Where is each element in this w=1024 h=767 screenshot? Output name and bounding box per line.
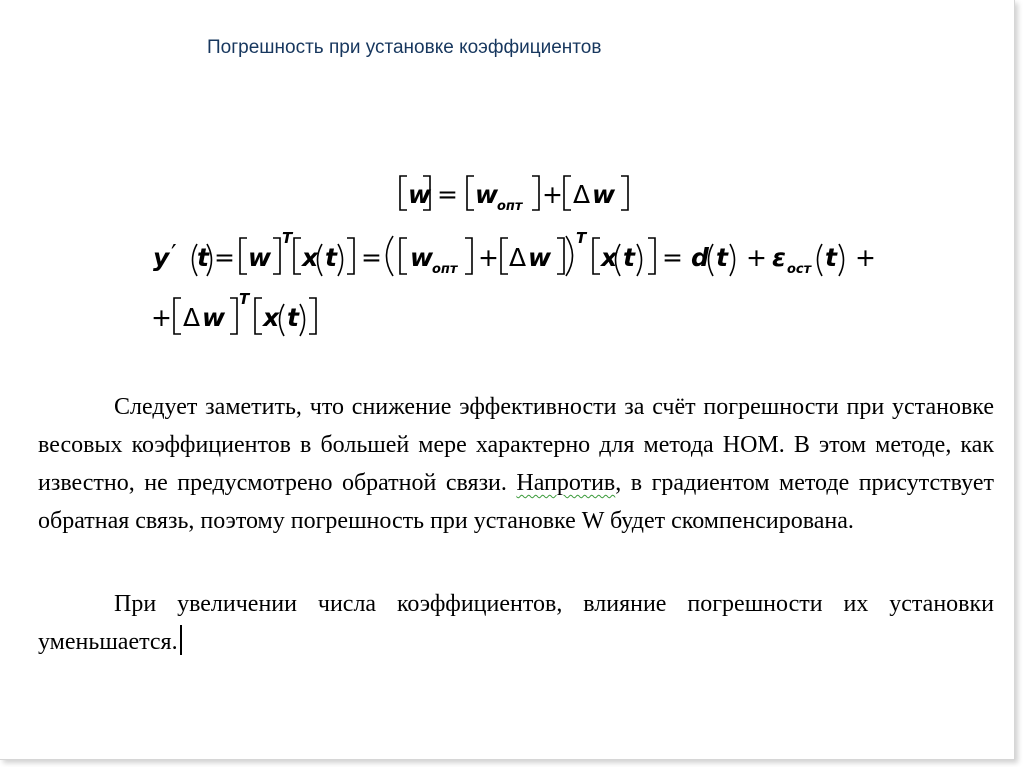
sym-plus: + bbox=[746, 243, 767, 272]
para1-text-cont: , в градиентом методе присутствует обратная связь, поэтому погрешность при установке W будет скомпенсирована. bbox=[38, 470, 994, 534]
sym-w: w bbox=[248, 243, 272, 272]
paren bbox=[818, 244, 823, 276]
paren bbox=[387, 236, 394, 276]
sym-w: w bbox=[592, 180, 616, 209]
sym-w: w bbox=[528, 243, 552, 272]
sym-t: t bbox=[825, 243, 837, 272]
sym-eq: = bbox=[361, 243, 382, 272]
sym-delta: Δ bbox=[573, 180, 591, 209]
sym-t: t bbox=[197, 243, 209, 272]
sym-y: y bbox=[153, 243, 170, 272]
sym-prime: ′ bbox=[171, 239, 177, 268]
sym-delta: Δ bbox=[183, 303, 201, 332]
sym-eq: = bbox=[214, 243, 235, 272]
sym-w: w bbox=[408, 180, 432, 209]
bracket bbox=[621, 176, 628, 210]
bracket bbox=[593, 238, 600, 274]
sym-t: t bbox=[287, 303, 299, 332]
bracket bbox=[255, 298, 262, 334]
spellcheck-flagged-word: Напротив bbox=[516, 470, 616, 496]
sym-t: t bbox=[325, 243, 337, 272]
bracket bbox=[273, 238, 280, 274]
bracket bbox=[557, 238, 564, 274]
paren bbox=[300, 304, 305, 336]
para2-text: При увеличении числа коэффициентов, влияние погрешности их установки уменьшается. bbox=[38, 591, 994, 655]
paren bbox=[709, 244, 714, 276]
sym-t: t bbox=[623, 243, 635, 272]
sym-delta: Δ bbox=[509, 243, 527, 272]
bracket bbox=[294, 238, 301, 274]
paren bbox=[566, 236, 573, 276]
formula-svg bbox=[0, 0, 1024, 360]
bracket bbox=[501, 238, 508, 274]
bracket bbox=[174, 298, 181, 334]
sym-t: t bbox=[716, 243, 728, 272]
paren bbox=[637, 244, 642, 276]
paren bbox=[318, 244, 323, 276]
sym-w: w bbox=[202, 303, 226, 332]
slide-title: Погрешность при установке коэффициентов bbox=[207, 37, 602, 58]
sym-x: x bbox=[302, 243, 319, 272]
bracket bbox=[467, 176, 474, 210]
paren bbox=[730, 244, 735, 276]
bracket bbox=[564, 176, 571, 210]
sym-plus: + bbox=[542, 180, 563, 209]
bracket bbox=[230, 298, 237, 334]
bracket bbox=[309, 298, 316, 334]
para1-text: Следует заметить, что снижение эффективности за счёт погрешности при установке весовых коэффициентов в большей мере характерно для метода НОМ. В этом методе, как известно, не предусмотрено обратной связи. bbox=[38, 394, 994, 496]
paren bbox=[338, 244, 343, 276]
paragraph-1 bbox=[38, 388, 994, 540]
sym-T: T bbox=[282, 229, 293, 247]
subscript-ost: ост bbox=[787, 262, 812, 277]
sym-epsilon: ε bbox=[772, 243, 786, 272]
sym-eq: = bbox=[437, 180, 458, 209]
bracket bbox=[400, 238, 407, 274]
sym-d: d bbox=[691, 243, 709, 272]
subscript-opt: опт bbox=[432, 262, 458, 277]
subscript-opt: опт bbox=[497, 199, 523, 214]
sym-w: w bbox=[475, 180, 499, 209]
text-cursor bbox=[180, 625, 182, 655]
sym-eq: = bbox=[662, 243, 683, 272]
bracket bbox=[532, 176, 539, 210]
bracket bbox=[400, 176, 407, 210]
bracket bbox=[240, 238, 247, 274]
sym-x: x bbox=[263, 303, 280, 332]
sym-T: T bbox=[576, 229, 587, 247]
bracket bbox=[648, 238, 655, 274]
sym-plus: + bbox=[855, 243, 876, 272]
sym-plus: + bbox=[478, 243, 499, 272]
sym-T: T bbox=[239, 290, 250, 308]
bracket bbox=[465, 238, 472, 274]
formula-block bbox=[0, 0, 1024, 360]
sym-w: w bbox=[410, 243, 434, 272]
sym-x: x bbox=[601, 243, 618, 272]
paragraph-2[interactable] bbox=[38, 585, 994, 661]
sym-plus: + bbox=[151, 303, 172, 332]
bracket bbox=[347, 238, 354, 274]
paren bbox=[280, 304, 285, 336]
paren bbox=[839, 244, 844, 276]
